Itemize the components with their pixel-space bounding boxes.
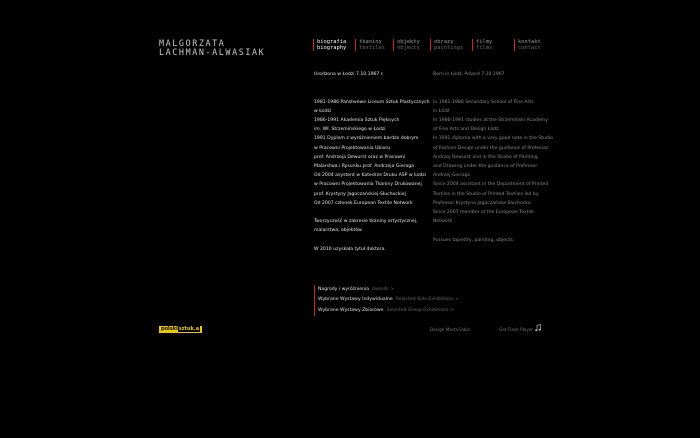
bio-line: Urodzona w Łodzi 7.10.1967 r. xyxy=(314,72,384,77)
bio-line: Od 2007 członek European Textile Network xyxy=(314,200,413,206)
bio-line: malarstwa, objektów. xyxy=(314,228,363,234)
link-label-en: Awards > xyxy=(372,287,395,292)
bio-line: w Pracowni Projektowania Tkaniny Drukowanej xyxy=(314,182,422,188)
link-label-pl: Wybrane Wystawy Zbiorowe xyxy=(318,307,384,313)
nav-label-pl: objekty xyxy=(397,39,420,45)
nav-label-en: paintings xyxy=(434,45,464,52)
bio-line: 1986-1991 Akademia Sztuk Pięknych xyxy=(314,117,400,123)
nav-label-pl: biografia xyxy=(317,39,347,45)
link-group-exhibitions[interactable] xyxy=(314,306,459,316)
bio-line: in Łódź xyxy=(433,108,450,114)
biography-english xyxy=(433,70,553,245)
nav-films[interactable] xyxy=(472,39,492,51)
link-label-pl: Nagrody i wyróżnienia xyxy=(318,287,370,292)
biography-polish xyxy=(314,70,430,254)
link-solo-exhibitions[interactable] xyxy=(314,295,459,305)
bio-line: Since 2004 assistant in the Department of Printed xyxy=(433,182,549,188)
nav-paintings[interactable] xyxy=(430,39,463,51)
nav-contact[interactable] xyxy=(514,39,541,51)
nav-label-en: objects xyxy=(397,45,420,52)
bio-line: of Fine Arts and Design Łódź xyxy=(433,127,499,133)
bio-line: Network xyxy=(433,219,453,225)
bio-line: Od 2004 asystent w Katedrze Druku ASP w Łodzi xyxy=(314,173,427,179)
nav-label-pl: filmy xyxy=(476,39,493,45)
bio-line: w Łodzi xyxy=(314,108,332,114)
bio-line xyxy=(314,208,430,217)
bio-line xyxy=(433,226,553,235)
bio-line: prof. Krystyny Jagoczańskiej-Słuchockiej xyxy=(314,191,406,197)
nav-label-pl: tkaniny xyxy=(359,39,382,45)
logo-last-name: LACHMAN-ALWASIAK xyxy=(159,46,266,57)
link-label-en: Selected Group Exhibitions > xyxy=(386,307,454,313)
bio-line: Textiles in the Studio of Printed Textiles led by xyxy=(433,191,539,197)
bio-line: 1981-1986 Państwowe Liceum Sztuk Plastycznych xyxy=(314,99,430,105)
bio-line: Malarstwa i Rysunku prof. Andrzeja Gieraga xyxy=(314,164,414,169)
nav-label-pl: kontakt xyxy=(518,39,541,45)
bio-line: Andrzej Gieraga xyxy=(433,173,470,179)
bio-line: w Pracowni Projektowania Ubioru xyxy=(314,145,391,151)
bio-line: im. Wł. Strzemińskiego w Łodzi xyxy=(314,127,386,133)
bio-line: of Fashion Design under the guidance of Professor xyxy=(433,145,549,151)
music-note-icon[interactable] xyxy=(534,324,542,332)
nav-label-pl: obrazy xyxy=(434,39,454,45)
nav-textiles[interactable] xyxy=(355,39,385,51)
nav-biography[interactable] xyxy=(313,39,346,51)
nav-label-en: textiles xyxy=(359,45,385,52)
nav-label-en: contact xyxy=(518,45,541,52)
badge-part2: sztuk.a xyxy=(178,326,200,332)
nav-objects[interactable] xyxy=(393,39,420,51)
bio-line xyxy=(314,236,430,245)
bio-line xyxy=(433,79,553,88)
bio-line: Professor Krystyna Jagoczańska-Słuchocka xyxy=(433,200,531,206)
link-awards[interactable] xyxy=(314,285,459,295)
exhibition-links xyxy=(314,285,459,316)
bio-line: and Drawing under the guidance of Professor xyxy=(433,164,538,169)
bio-line: Born in Łódź, Poland 7.10.1967 xyxy=(433,72,505,77)
polska-sztuka-badge[interactable] xyxy=(159,326,202,333)
link-label-en: Selected Solo Exhibitions > xyxy=(395,297,459,303)
flash-player-link[interactable]: Get Flash Player xyxy=(499,327,534,332)
nav-label-en: biography xyxy=(317,45,347,52)
bio-line: Since 2007 member of the European Textile xyxy=(433,210,534,216)
bio-line: Pursues tapestry, painting, objects. xyxy=(433,237,515,243)
bio-line xyxy=(314,79,430,88)
bio-line xyxy=(433,88,553,97)
bio-line: Andrzej Dewurst and in the Studio of Painting xyxy=(433,154,538,160)
bio-line xyxy=(314,88,430,97)
bio-line: W 2010 uzyskała tytuł doktora. xyxy=(314,246,386,252)
bio-line: In 1991 diploma with a very good note in the Studio xyxy=(433,136,553,142)
bio-line: Tworzyczość w zakresie tkaniny artystycznej, xyxy=(314,219,418,225)
nav-label-en: films xyxy=(476,45,493,52)
bio-line: prof. Andrzeja Dewurst oraz w Pracowni xyxy=(314,154,406,160)
bio-line: 1991 Dyplom z wyróżnieniem bardzo dobrym xyxy=(314,136,419,142)
badge-part1: polski xyxy=(161,326,178,332)
logo-first-name: MALGORZATA xyxy=(159,38,226,48)
link-label-pl: Wybrane Wystawy Indywidualne xyxy=(318,297,393,303)
design-credit[interactable]: Design Marta Fabis xyxy=(430,327,470,332)
bio-line: In 1986-1991 studies at the Strzemiński Academy xyxy=(433,117,548,123)
bio-line: In 1981-1986 Secondary School of Fine Arts xyxy=(433,99,534,105)
site-logo[interactable] xyxy=(159,39,265,56)
